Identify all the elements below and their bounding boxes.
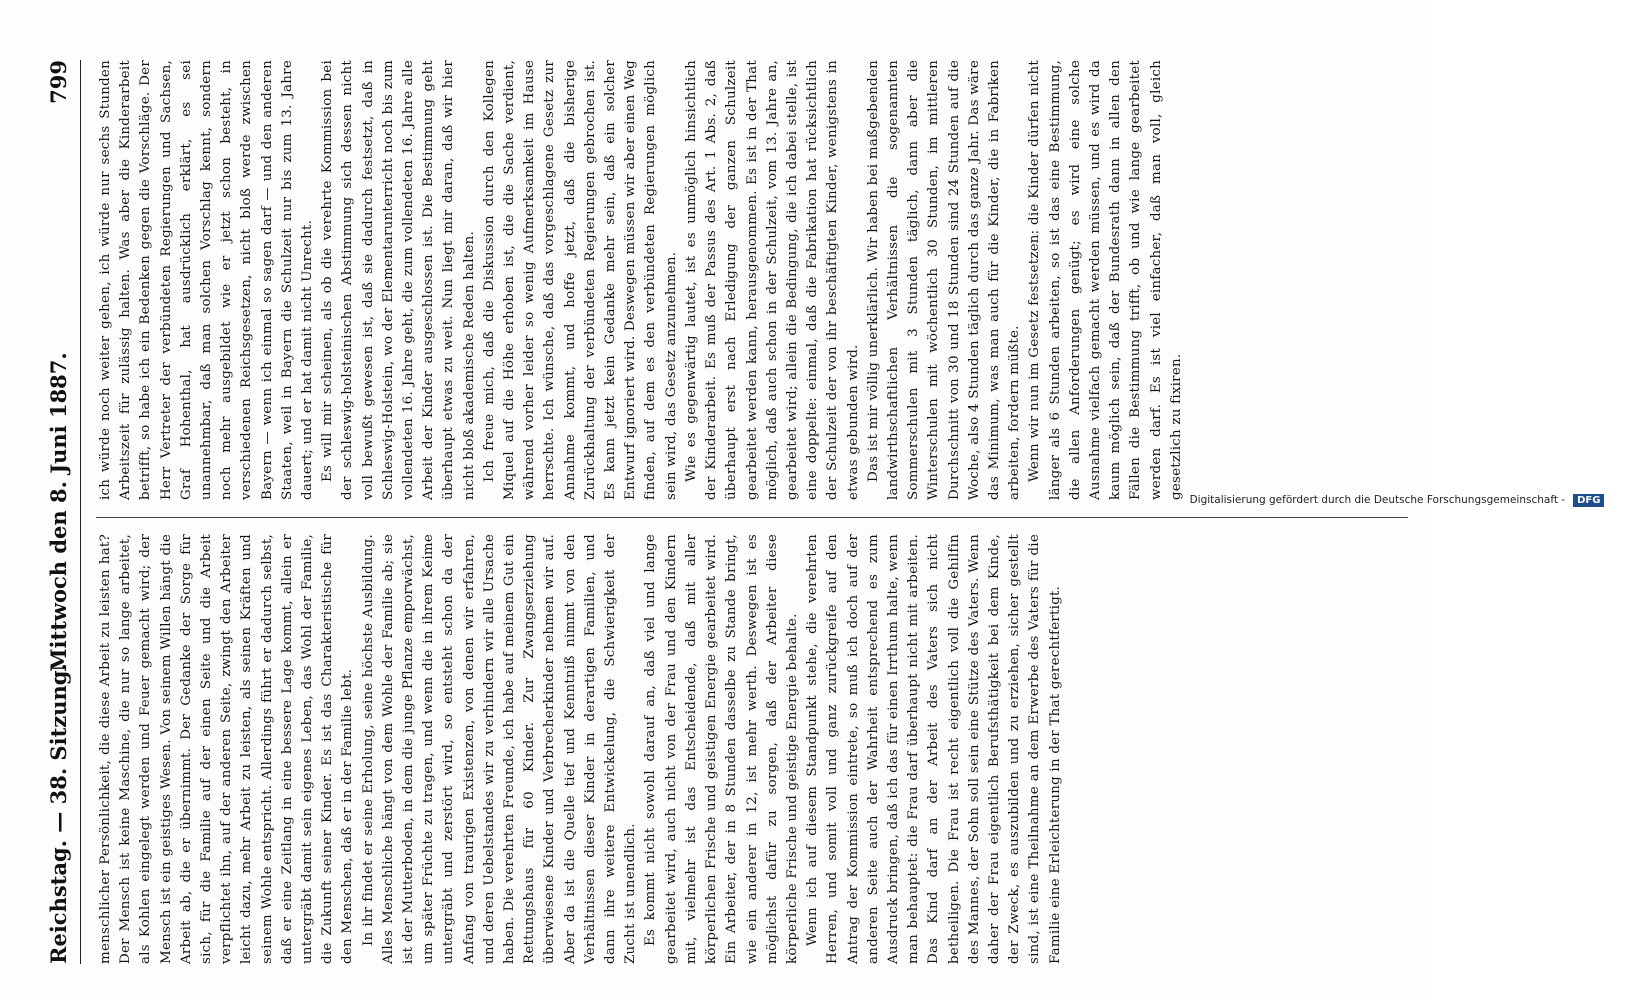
text-column-left — [96, 534, 1408, 964]
paragraph: Es kommt nicht sowohl darauf an, daß viel und lange gearbeitet wird, auch nicht von der Frau und den Kindern mit, vielmehr ist das Entscheidende, daß mit aller körperlichen Frische und geistigen Energie gearbeitet wird. Ein Arbeiter, der in 8 Stunden dasselbe zu Stande bringt, wie ein anderer in 12, ist mehr werth. Deswegen ist es möglichst dafür zu sorgen, daß der Arbeiter diese körperliche Frische und geistige Energie behalte. — [643, 534, 800, 964]
paragraph: Ich freue mich, daß die Diskussion durch den Kollegen Miquel auf die Höhe erhoben ist, die die Sache verdient, während vorher leider so wenig Aufmerksamkeit im Hause herrschte. Ich wünsche, daß das vorgeschlagene Gesetz zur Annahme kommt, und hoffe jetzt, daß die bisherige Zurückhaltung der verbündeten Regierungen gebrochen ist. Es kann jetzt kein Gedanke mehr sein, daß ein solcher Entwurf ignoriert wird. Deswegen müssen wir aber einen Weg finden, auf dem es den verbündeten Regierungen möglich sein wird, das Gesetz anzunehmen. — [481, 60, 679, 500]
digitization-credit — [1147, 475, 1647, 525]
paragraph: Wenn ich auf diesem Standpunkt stehe, die verehrten Herren, und somit voll und ganz zurückgreife auf den Antrag der Kommission eintrete, so muß ich doch auf der anderen Seite auch der Wahrheit entsprechend es zum Ausdruck bringen, daß ich das für einen Irrthum halte, wenn man behauptet: die Frau darf überhaupt nicht mit arbeiten. Das Kind darf an der Arbeit des Vaters sich nicht betheiligen. Die Frau ist recht eigentlich voll die Gehilfin des Mannes, der Sohn soll sein eine Stütze des Vaters. Wenn daher der Frau eigentlich Berufsthätigkeit bei dem Kinde, der Zweck, es auszubilden und zu erziehen, sicher gestellt sind, ist eine Theilnahme an dem Erwerbe des Vaters für die Familie eine Erleichterung in der That gerechtfertigt. — [805, 534, 1063, 964]
paragraph: Wie es gegenwärtig lautet, ist es unmöglich hinsichtlich der Kinderarbeit. Es muß der Passus des Art. 1 Abs. 2, daß überhaupt erst nach Erledigung der ganzen Schulzeit gearbeitet werden kann, herausgenommen. Es ist in der That möglich, daß auch schon in der Schulzeit, vom 13. Jahre an, gearbeitet wird; allein die Bedingung, die ich dabei stelle, ist eine doppelte: einmal, daß die Fabrikation hat rücksichtlich der Schulzeit der von ihr beschäftigten Kinder, wenigstens in etwas gebunden wird. — [683, 60, 861, 500]
paragraph: Wenn wir nun im Gesetz festsetzen: die Kinder dürfen nicht länger als 6 Stunden arbeiten, so ist das eine Bestimmung, die allen Anforderungen genügt; es wird eine solche Ausnahme vielfach gemacht werden müssen, und es wird da kaum möglich sein, daß der Bundesrath dann in allen den Fällen die Bestimmung trifft, ob und wie lange gearbeitet werden darf. Es ist viel einfacher, daß man voll, gleich gesetzlich zu fixiren. — [1027, 60, 1184, 500]
text-column-right — [96, 60, 1408, 500]
paragraph: In ihr findet er seine Erholung, seine höchste Ausbildung. Alles Menschliche hängt von dem Wohle der Familie ab; sie ist der Mutterboden, in dem die junge Pflanze emporwächst, um später Früchte zu tragen, und wenn die in ihrem Keime untergräbt und zerstört wird, so entsteht schon da der Anfang von traurigen Existenzen, von denen wir erfahren, und deren Uebelstandes wir zu verhindern wir alle Ursache haben. Die verehrten Freunde, ich habe auf meinem Gut ein Rettungshaus für 60 Kinder. Zur Zwangserziehung überwiesene Kinder und Verbrecherkinder nehmen wir auf. Aber da ist die Quelle tief und Kenntniß nimmt von den Verhältnissen dieser Kinder in derartigen Familien, und dann ihre weitere Entwickelung, die Schwierigkeit der Zucht ist unendlich. — [360, 534, 639, 964]
header-session: Reichstag. — 38. Sitzung. — [46, 663, 71, 964]
dfg-logo: DFG — [1573, 494, 1604, 507]
page-number: 799 — [46, 60, 71, 104]
paragraph: ich würde noch weiter gehen, ich würde nur sechs Stunden Arbeitszeit für zulässig halten. Was aber die Kinderarbeit betrifft, so habe ich ein Bedenken gegen die Vorschläge. Der Herr Vertreter der verbündeten Regierungen und Sachsen, Graf Hohenthal, hat ausdrücklich erklärt, es sei unannehmbar, daß man solchen Vorschlag kennt, sondern noch mehr ausgebildet wie er jetzt schon besteht, in verschiedenen Reichsgesetzen, nicht bloß werde zwischen Bayern — wenn ich einmal so sagen darf — und den anderen Staaten, weil in Bayern die Schulzeit nur bis zum 13. Jahre dauert; und er hat damit nicht Unrecht. — [98, 60, 316, 500]
paragraph: menschlicher Persönlichkeit, die diese Arbeit zu leisten hat? Der Mensch ist keine Maschine, die nur so lange arbeitet, als Kohlen eingelegt werden und Feuer gemacht wird; der Mensch ist ein geistiges Wesen. Von seinem Willen hängt die Arbeit ab, die er übernimmt. Der Gedanke der Sorge für sich, für die Familie auf der einen Seite und die Arbeit verpflichtet ihn, auf der anderen Seite, zwingt den Arbeiter leicht dazu, mehr Arbeit zu leisten, als seinen Kräften und seinem Wohle entspricht. Allerdings führt er dadurch selbst, daß er eine Zeitlang in eine bessere Lage kommt, allein er untergräbt damit sein eigenes Leben, das Wohl der Familie, die Zukunft seiner Kinder. Es ist das Charakteristische für den Menschen, daß er in der Familie lebt. — [98, 534, 356, 964]
paragraph: Das ist mir völlig unerklärlich. Wir haben bei maßgebenden landwirthschaftlichen Verhältnissen die sogenannten Sommerschulen mit 3 Stunden täglich, dann aber die Winterschulen mit wöchentlich 30 Stunden, im mittleren Durchschnitt von 30 und 18 Stunden sind 24 Stunden auf die Woche, also 4 Stunden täglich durch das ganze Jahr. Das wäre das Minimum, was man auch für die Kinder, die in Fabriken arbeiten, fordern müßte. — [865, 60, 1023, 500]
page-header — [46, 60, 81, 964]
paragraph: Es will mir scheinen, als ob die verehrte Kommission bei der schleswig-holsteinischen Abstimmung sich dessen nicht voll bewußt gewesen ist, daß sie dadurch festsetzt, daß in Schleswig-Holstein, wo der Elementarunterricht noch bis zum vollendeten 16. Jahre geht, die zum vollendeten 16. Jahre alle Arbeit der Kinder ausgeschlossen ist. Die Bestimmung geht überhaupt etwas zu weit. Nun liegt mir daran, daß wir hier nicht bloß akademische Reden halten. — [320, 60, 477, 500]
credit-text: Digitalisierung gefördert durch die Deutsche Forschungsgemeinschaft - — [1189, 494, 1566, 506]
header-date: Mittwoch den 8. Juni 1887. — [46, 352, 71, 672]
